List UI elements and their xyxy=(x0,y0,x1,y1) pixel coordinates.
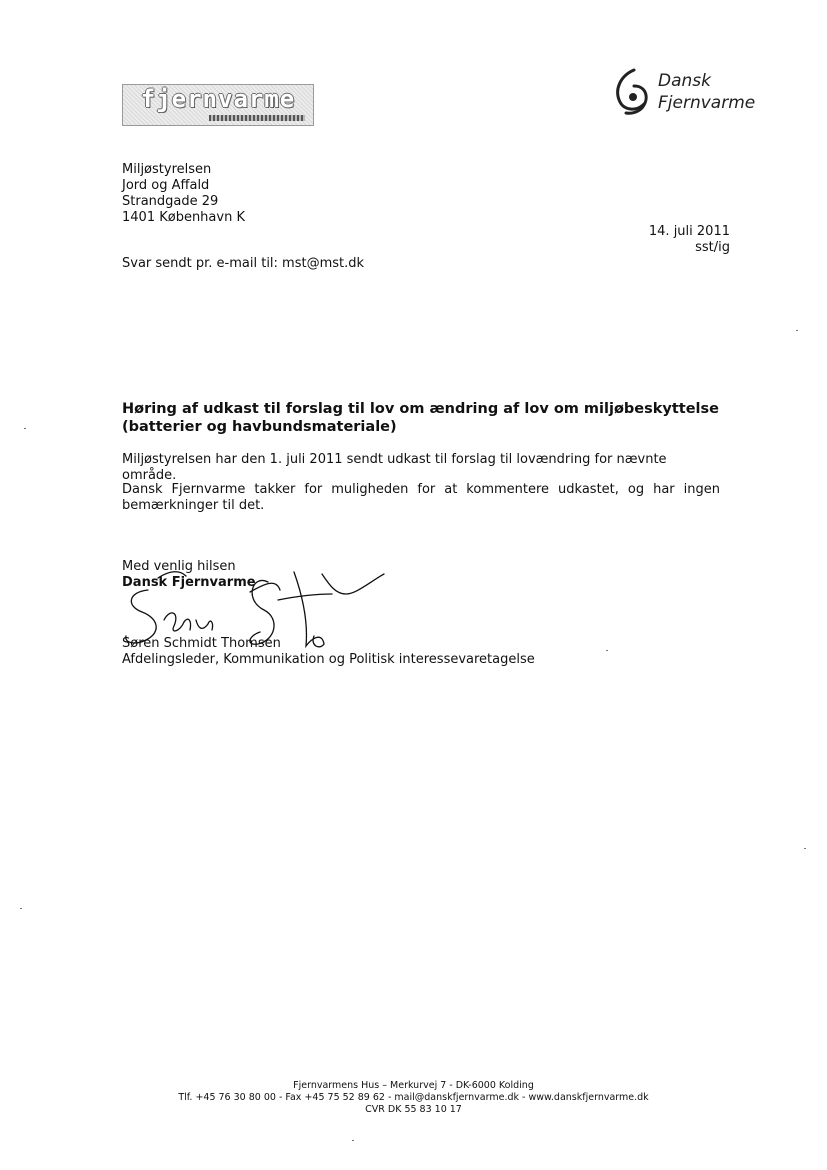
recipient-line: Strandgade 29 xyxy=(122,194,219,209)
logo-line-fjernvarme: Fjernvarme xyxy=(658,93,756,113)
date-block xyxy=(649,224,730,256)
letter-footer xyxy=(0,1080,827,1116)
closing-greeting: Med venlig hilsen xyxy=(122,559,236,574)
letter-date: 14. juli 2011 xyxy=(648,224,730,239)
scan-speck xyxy=(804,848,806,849)
footer-address: Fjernvarmens Hus – Merkurvej 7 - DK-6000 Kolding xyxy=(293,1080,534,1091)
letter-reference: sst/ig xyxy=(695,240,730,255)
scan-speck xyxy=(796,330,798,331)
footer-cvr: CVR DK 55 83 10 17 xyxy=(365,1104,462,1115)
dansk-fjernvarme-logo-text xyxy=(658,70,755,114)
body-paragraph: Dansk Fjernvarme takker for muligheden for at kommentere udkastet, og har ingen bemærkninger til det. xyxy=(122,482,720,513)
logo-strip xyxy=(209,115,305,121)
scan-speck xyxy=(352,1140,354,1141)
signer-name: Søren Schmidt Thomsen xyxy=(122,636,281,651)
recipient-line: Miljøstyrelsen xyxy=(122,162,212,177)
logo-line-dansk: Dansk xyxy=(658,71,711,91)
footer-contact: Tlf. +45 76 30 80 00 - Fax +45 75 52 89 62 - mail@danskfjernvarme.dk - www.danskfjernvarme.dk xyxy=(178,1092,649,1103)
recipient-line: 1401 København K xyxy=(122,210,245,225)
body-paragraph: Miljøstyrelsen har den 1. juli 2011 sendt udkast til forslag til lovændring for nævnte område. xyxy=(122,452,667,483)
dansk-fjernvarme-logo-icon xyxy=(612,66,652,116)
signer-title: Afdelingsleder, Kommunikation og Politisk interessevaretagelse xyxy=(122,652,535,667)
closing-organization: Dansk Fjernvarme xyxy=(122,575,256,590)
fjernvarme-logo-text: fjernvarme xyxy=(140,85,296,113)
recipient-address xyxy=(122,162,245,226)
letter-heading: Høring af udkast til forslag til lov om ændring af lov om miljøbeskyttelse (batterier og havbundsmateriale) xyxy=(122,401,719,435)
handwritten-signature xyxy=(118,560,398,660)
scan-speck xyxy=(606,650,608,651)
fjernvarme-logo xyxy=(122,84,314,126)
recipient-line: Jord og Affald xyxy=(122,178,210,193)
sent-note: Svar sendt pr. e-mail til: mst@mst.dk xyxy=(122,256,365,271)
scan-speck xyxy=(20,908,22,909)
scan-speck xyxy=(24,428,26,429)
